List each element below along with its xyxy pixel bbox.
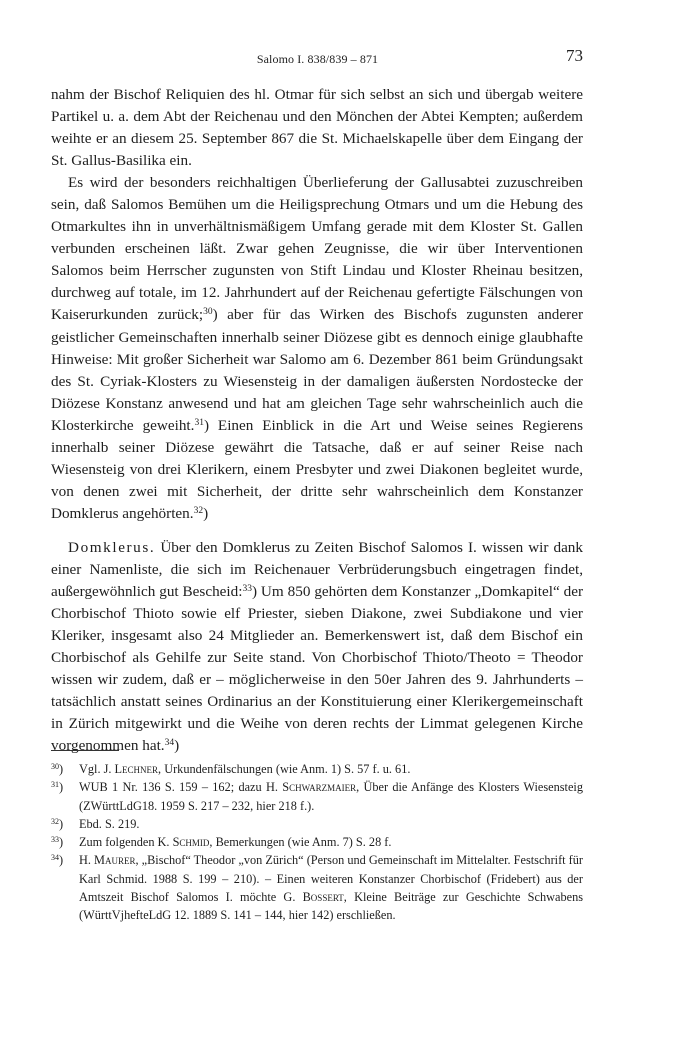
paragraph-3-text-a: Über den Domklerus zu Zeiten Bischof Salomos I. wissen wir dank einer Namenliste, die sich im Reichenauer Verbrüderungsbuch eingetragen findet, außergewöhnlich gut Bescheid: [51, 538, 583, 601]
paragraph-3-text-c: ) [174, 737, 180, 755]
footnote-ref-30: 30 [203, 307, 213, 318]
footnote-text: , Urkundenfälschungen (wie Anm. 1) S. 57 f. u. 61. [158, 762, 411, 776]
footnote-31 [51, 778, 583, 815]
main-text [51, 84, 583, 757]
footnote-text: H. [79, 853, 95, 868]
page-number: 73 [566, 46, 583, 65]
footnote-author: Schmid [172, 835, 210, 850]
footnote-34 [51, 851, 583, 924]
footnote-author: Maurer [94, 853, 136, 868]
paragraph-1-text: nahm der Bischof Reliquien des hl. Otmar für sich selbst an sich und übergab weitere Partikel u. a. dem Abt der Reichenau und den Mönchen der Abtei Kempten; außerdem weihte er an diesem 25. September 867 die St. Michaelskapelle über dem Eingang der St. Gallus-Basilika ein. [51, 86, 583, 170]
footnote-number: 30 [51, 762, 59, 771]
footnote-33 [51, 833, 583, 851]
footnote-number: 31 [51, 780, 59, 790]
paragraph-2-text-b: ) aber für das Wirken des Bischofs zugunsten anderer geistlicher Gemeinschaften innerhalb seiner Diözese gibt es dennoch einige glaubhafte Hinweise: Mit großer Sicherheit war Salomo am 6. Dezember 861 beim Gründungsakt des St. Cyriak-Klosters zu Wiesensteig in der damaligen äußersten Nordostecke der Diözese Konstanz anwesend und hat am gleichen Tage sehr wahrscheinlich auch die Klosterkirche geweiht. [51, 306, 583, 434]
footnote-text: , Kleine Beiträge zur Geschichte Schwabens (WürttVjhefteLdG 12. 1889 S. 141 – 144, hier 142) erschließen. [79, 890, 583, 923]
paragraph-3-text-b: ) Um 850 gehörten dem Konstanzer „Domkapitel“ der Chorbischof Thioto sowie elf Priester, sieben Diakone, zwei Subdiakone und vier Kleriker, insgesamt also 24 Mitglieder an. Bemerkenswert ist, daß dem Bischof ein Chorbischof als Gehilfe zur Seite stand. Von Chorbischof Thioto/Theoto = Theodor wissen wir zudem, daß er – möglicherweise in den 50er Jahren des 9. Jahrhunderts – tatsächlich anstatt seines Ordinarius an der Konstituierung einer Klerikergemeinschaft in Zürich mitgewirkt und die Weihe von deren rechts der Limmat gelegenen Kirche vorgenommen hat. [51, 583, 584, 755]
footnote-marker: $^{30}$) [51, 762, 64, 776]
footnote-number: 32 [51, 816, 59, 826]
footnote-32 [51, 815, 583, 833]
section-heading-domklerus: Domklerus. [68, 538, 156, 556]
footnote-ref-32: 32 [193, 505, 204, 516]
footnote-author: Lechner [114, 762, 159, 776]
footnote-text: Vgl. J. [79, 762, 115, 776]
footnote-author: Bossert [302, 890, 344, 905]
footnote-marker: $^{31}$) [51, 780, 64, 795]
paragraph-2-text-d: ) [203, 504, 209, 522]
footnote-ref-31: 31 [194, 417, 204, 428]
footnote-30 [51, 760, 583, 778]
running-head: Salomo I. 838/839 – 871 [256, 52, 379, 66]
footnote-number: 34 [51, 853, 59, 863]
paragraph-2 [51, 172, 583, 525]
paragraph-2-text-c: ) Einen Einblick in die Art und Weise seines Regierens innerhalb seiner Diözese gewährt die Tatsache, daß er auf seiner Reise nach Wiesensteig von drei Klerikern, einem Presbyter und zwei Diakonen begleitet wurde, von denen zwei mit Sicherheit, der dritte sehr wahrscheinlich dem Konstanzer Domklerus angehörten. [51, 416, 584, 522]
footnote-marker: $^{34}$) [51, 853, 64, 868]
footnotes [51, 760, 583, 925]
footnote-text: , Bemerkungen (wie Anm. 7) S. 28 f. [209, 835, 392, 850]
page-header [50, 46, 585, 68]
footnote-marker: $^{32}$) [51, 816, 64, 831]
footnote-ref-33: 33 [242, 584, 252, 595]
footnote-divider [51, 750, 119, 751]
footnote-ref-34: 34 [164, 738, 175, 749]
footnote-text: Ebd. S. 219. [79, 816, 140, 831]
footnote-text: , Über die Anfänge des Klosters Wiesensteig (ZWürttLdG18. 1959 S. 217 – 232, hier 218 f.). [79, 780, 583, 813]
footnote-text: WUB 1 Nr. 136 S. 159 – 162; dazu H. [79, 780, 283, 795]
paragraph-2-text-a: Es wird der besonders reichhaltigen Überlieferung der Gallusabtei zuzuschreiben sein, daß Salomos Bemühen um die Heiligsprechung Otmars und um die Hebung des Otmarkultes ihn in unverhältnismäßigem Umfang gerade mit dem Kloster St. Gallen verbunden erscheinen läßt. Zwar gehen Zeugnisse, die wir über Interventionen Salomos beim Herrscher zugunsten von Stift Lindau und Kloster Rheinau besitzen, durchweg auf totale, im 12. Jahrhundert auf der Reichenau gefertigte Fälschungen von Kaiserurkunden zurück; [51, 174, 583, 324]
footnote-marker: $^{33}$) [51, 835, 64, 850]
paragraph-3 [51, 537, 583, 757]
footnote-number: 33 [51, 835, 59, 845]
footnote-text: , „Bischof“ Theodor „von Zürich“ (Person und Gemeinschaft im Mittelalter. Festschrift für Karl Schmid. 1988 S. 199 – 210). – Einen weiteren Konstanzer Chorbischof (Fridebert) aus der Amtszeit Bischof Salomos I. möchte G. [79, 853, 584, 905]
footnote-text: Zum folgenden K. [79, 835, 173, 850]
footnote-author: Schwarzmaier [282, 780, 357, 795]
paragraph-1 [51, 84, 583, 172]
